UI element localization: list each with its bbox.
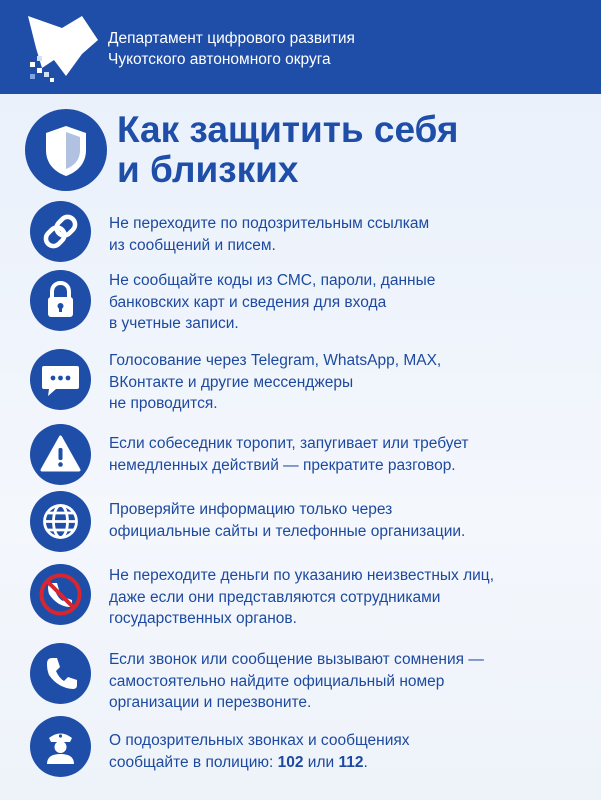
tip-text-line: Если звонок или сообщение вызывают сомнения — xyxy=(109,651,484,668)
tip-text-line: Не переходите деньги по указанию неизвестных лиц, xyxy=(109,567,494,584)
lock-icon xyxy=(30,270,91,331)
tip-text xyxy=(109,565,494,630)
report-connector: или xyxy=(303,753,339,771)
title-section xyxy=(0,94,601,194)
report-text: сообщайте в полицию: xyxy=(109,753,278,771)
tip-text xyxy=(109,730,410,773)
chat-icon xyxy=(30,349,91,410)
page-title xyxy=(117,110,459,190)
tip-icon-circle xyxy=(30,201,91,262)
tip-text-line: Голосование через Telegram, WhatsApp, MAX, xyxy=(109,352,442,369)
globe-icon xyxy=(30,491,91,552)
warning-icon xyxy=(30,424,91,485)
tip-text-line: из сообщений и писем. xyxy=(109,236,276,254)
title-line-1: Как защитить себя xyxy=(117,109,459,150)
chukotka-logo-icon xyxy=(22,10,104,84)
shield-badge xyxy=(25,109,107,191)
org-line-2: Чукотского автономного округа xyxy=(108,51,331,68)
tip-icon-circle xyxy=(30,564,91,625)
tip-text xyxy=(109,213,429,256)
tip-text-line: немедленных действий — прекратите разговор. xyxy=(109,456,456,474)
tip-text-line: банковских карт и сведения для входа xyxy=(109,293,387,311)
tip-text-line: Проверяйте информацию только через xyxy=(109,501,393,518)
tip-text-line: О подозрительных звонках и сообщениях xyxy=(109,732,410,749)
tip-icon-circle xyxy=(30,270,91,331)
tip-icon-circle xyxy=(30,491,91,552)
tip-text-line: Не переходите по подозрительным ссылкам xyxy=(109,215,430,232)
link-icon xyxy=(30,201,91,262)
tip-text xyxy=(109,499,465,542)
tip-icon-circle xyxy=(30,349,91,410)
emergency-number-112: 112 xyxy=(338,753,364,771)
tip-icon-circle xyxy=(30,716,91,777)
tip-text-line: самостоятельно найдите официальный номер xyxy=(109,672,445,690)
tip-text-line: в учетные записи. xyxy=(109,315,239,332)
phone-icon xyxy=(30,643,91,704)
tip-text xyxy=(109,433,469,476)
tip-text-line: не проводится. xyxy=(109,395,218,412)
police-icon xyxy=(30,716,91,777)
shield-icon xyxy=(42,124,90,178)
tip-text-line: ВКонтакте и другие мессенджеры xyxy=(109,373,354,391)
report-suffix: . xyxy=(363,753,368,771)
org-line-1: Департамент цифрового развития xyxy=(108,30,355,47)
organization-name xyxy=(108,28,355,70)
tip-text xyxy=(109,350,441,415)
no-call-icon xyxy=(30,564,91,625)
tip-text-line: Если собеседник торопит, запугивает или требует xyxy=(109,435,469,452)
tip-icon-circle xyxy=(30,424,91,485)
title-line-2: и близких xyxy=(117,149,299,190)
tip-text-line: организации и перезвоните. xyxy=(109,694,312,711)
tip-text-line: государственных органов. xyxy=(109,610,297,627)
tip-text xyxy=(109,270,435,335)
police-number-102: 102 xyxy=(277,753,304,771)
tip-icon-circle xyxy=(30,643,91,704)
tip-text xyxy=(109,649,484,714)
header-bar xyxy=(0,0,601,94)
tip-text-line xyxy=(109,752,410,774)
tip-text-line: Не сообщайте коды из СМС, пароли, данные xyxy=(109,272,436,289)
tip-text-line: даже если они представляются сотрудниками xyxy=(109,588,441,606)
tip-text-line: официальные сайты и телефонные организации. xyxy=(109,522,466,540)
